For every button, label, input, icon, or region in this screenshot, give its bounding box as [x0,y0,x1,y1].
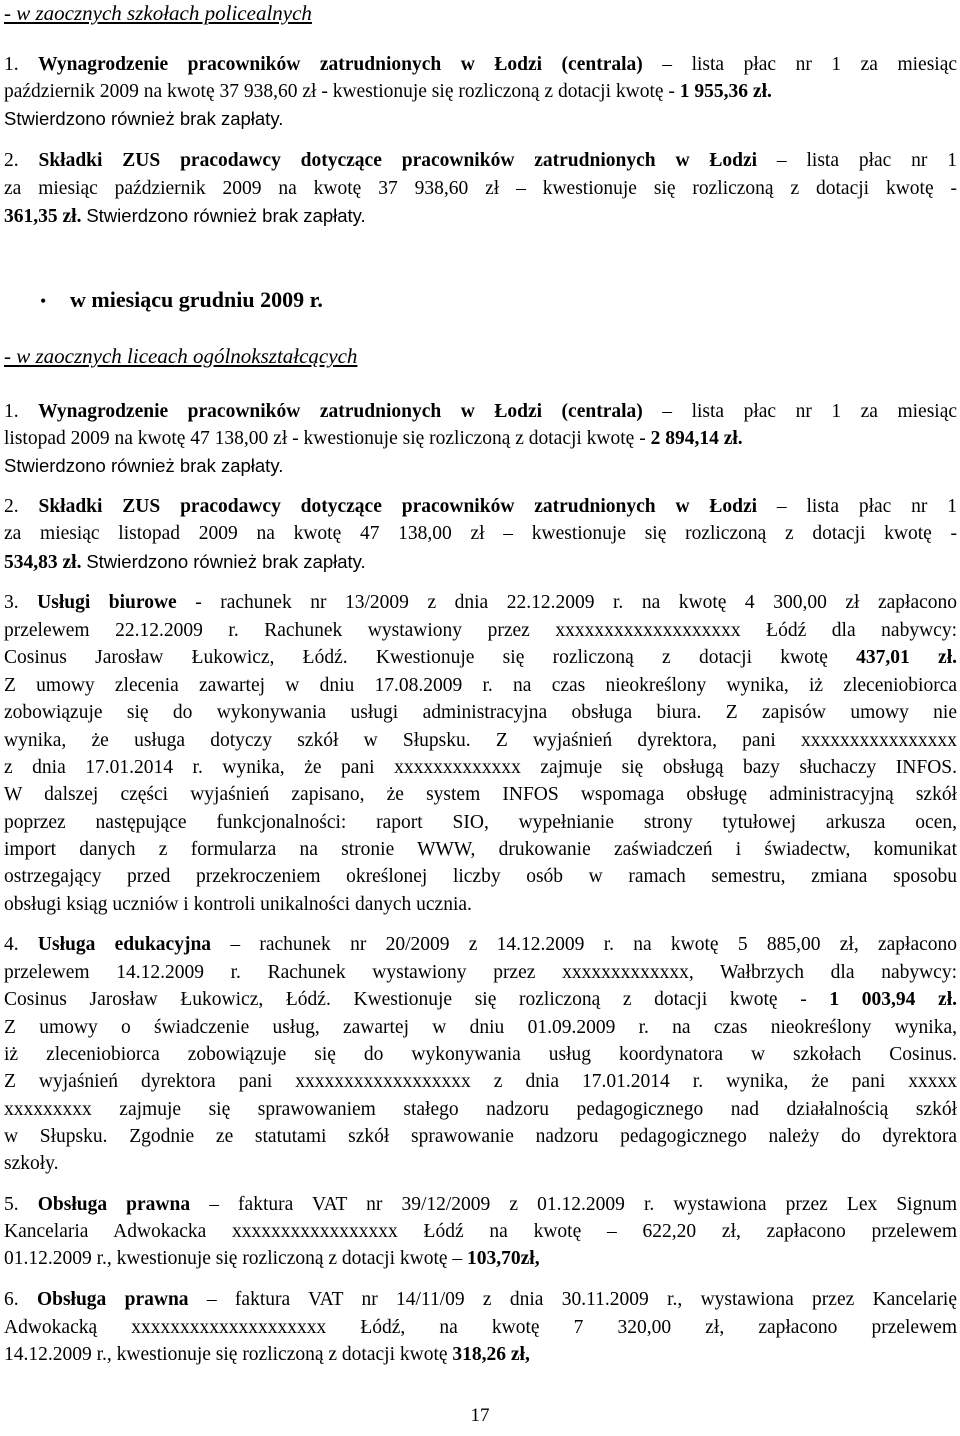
p1-item1-line2 [4,77,957,107]
item-text: Stwierdzono również brak zapłaty. [86,205,366,226]
item-number: 6. [4,1289,19,1310]
p1-item1-line1: 1. Wynagrodzenie pracowników zatrudnionych w Łodzi (centrala) – lista płac nr 1 za miesiąc [4,54,957,75]
p1-item2-line2: za miesiąc październik 2009 na kwotę 37 938,60 zł – kwestionuje się rozliczoną z dotacji kwotę - [4,178,957,199]
p2-item6-line1 [4,1285,957,1315]
item-text: lista płac nr 1 za miesiąc [691,54,957,75]
item-title: Składki ZUS pracodawcy dotyczące pracowników zatrudnionych w Łodzi [38,150,758,171]
amount: 318,26 zł, [452,1344,530,1365]
amount: 361,35 zł. [4,206,82,227]
p2-item3-line5: zobowiązuje się do wykonywania usługi administracyjna obsługa biura. Z zapisów umowy nie [4,702,957,723]
p2-item3-line2: przelewem 22.12.2009 r. Rachunek wystawiony przez xxxxxxxxxxxxxxxxxxx Łódź dla nabywcy: [4,620,957,641]
item-text: – faktura VAT nr 39/12/2009 z 01.12.2009 r. wystawiona przez Lex Signum [209,1194,957,1215]
item-text: listopad 2009 na kwotę 47 138,00 zł - kwestionuje się rozliczoną z dotacji kwotę - [4,428,646,449]
p2-item5-line2: Kancelaria Adwokacka xxxxxxxxxxxxxxxxx Łódź na kwotę – 622,20 zł, zapłacono przelewem [4,1221,957,1242]
item-text: 14.12.2009 r., kwestionuje się rozliczoną z dotacji kwotę [4,1344,448,1365]
item-number: 1. [4,401,19,422]
item-text: - rachunek nr 13/2009 z dnia 22.12.2009 r. na kwotę 4 300,00 zł zapłacono [195,592,957,613]
p2-item1-line2 [4,424,957,454]
bullet-dot-icon: • [40,291,47,311]
p2-item4-line8: w Słupsku. Zgodnie ze statutami szkół sprawowanie nadzoru pedagogicznego należy do dyrektora [4,1126,957,1147]
item-title: Wynagrodzenie pracowników zatrudnionych w Łodzi (centrala) [38,54,643,75]
item-number: 3. [4,592,19,613]
amount: 103,70zł, [467,1248,540,1269]
p2-item3-line4: Z umowy zlecenia zawartej w dniu 17.08.2009 r. na czas nieokreślony wynika, iż zleceniobiorca [4,675,957,696]
p2-item4-line9: szkoły. [4,1153,59,1174]
p1-item2-line1: 2. Składki ZUS pracodawcy dotyczące pracowników zatrudnionych w Łodzi – lista płac nr 1 [4,150,957,171]
section-heading-policealne: - w zaocznych szkołach policealnych [4,1,312,25]
p2-item2-line2: za miesiąc listopad 2009 na kwotę 47 138,00 zł – kwestionuje się rozliczoną z dotacji kwotę - [4,523,957,544]
item-text: lista płac nr 1 [806,150,957,171]
item-text: 01.12.2009 r., kwestionuje się rozliczoną z dotacji kwotę – [4,1248,463,1269]
item-title: Wynagrodzenie pracowników zatrudnionych w Łodzi (centrala) [38,401,643,422]
item-text: Cosinus Jarosław Łukowicz, Łódź. Kwestionuje się rozliczoną z dotacji kwotę - [4,989,807,1010]
p2-item3-line10: import danych z formularza na stronie WWW, drukowanie zaświadczeń i świadectw, komunikat [4,839,957,860]
amount: 2 894,14 zł. [650,428,743,449]
p2-item4-line6: Z wyjaśnień dyrektora pani xxxxxxxxxxxxxxxxxx z dnia 17.01.2014 r. wynika, że pani xxxxx [4,1071,957,1092]
p2-item3-line8: W dalszej części wyjaśnień zapisano, że system INFOS wspomaga obsługę administracyjną szkół [4,784,957,805]
amount: 534,83 zł. [4,552,82,573]
p2-item4-line3 [4,985,957,1015]
bullet-text: w miesiącu grudniu 2009 r. [70,287,323,312]
p2-item5-line1 [4,1190,957,1220]
item-text: lista płac nr 1 za miesiąc [691,401,957,422]
amount: 437,01 zł. [856,647,957,668]
p2-item1-line1: 1. Wynagrodzenie pracowników zatrudnionych w Łodzi (centrala) – lista płac nr 1 za miesiąc [4,401,957,422]
p2-item5-line3 [4,1244,957,1274]
p2-item4-line1 [4,930,957,960]
p2-item3-line12: obsługi ksiąg uczniów i kontroli unikalności danych ucznia. [4,894,472,915]
item-number: 1. [4,54,19,75]
item-text: Stwierdzono również brak zapłaty. [86,551,366,572]
p2-item6-line3 [4,1340,957,1370]
p2-item2-line3 [4,547,957,577]
section-heading-licea: - w zaocznych liceach ogólnokształcących [4,344,358,368]
p2-item4-line7: xxxxxxxxx zajmuje się sprawowaniem stałego nadzoru pedagogicznego nad działalnością szkół [4,1099,957,1120]
item-number: 5. [4,1194,19,1215]
p2-item4-line5: iż zleceniobiorca zobowiązuje się do wykonywania usług koordynatora w szkołach Cosinus. [4,1044,957,1065]
item-text: lista płac nr 1 [806,496,957,517]
item-title: Usługa edukacyjna [37,934,212,955]
item-text: Cosinus Jarosław Łukowicz, Łódź. Kwestionuje się rozliczoną z dotacji kwotę [4,647,828,668]
p2-item3-line9: poprzez następujące funkcjonalności: raport SIO, wypełnianie strony tytułowej arkusza ocen, [4,812,957,833]
item-text: październik 2009 na kwotę 37 938,60 zł - kwestionuje się rozliczoną z dotacji kwotę - [4,81,675,102]
amount: 1 003,94 zł. [829,989,957,1010]
p2-item3-line6: wynika, że usługa dotyczy szkół w Słupsku. Z wyjaśnień dyrektora, pani xxxxxxxxxxxxxxxx [4,730,957,751]
bullet-month-heading [40,284,323,316]
p2-item2-line1: 2. Składki ZUS pracodawcy dotyczące pracowników zatrudnionych w Łodzi – lista płac nr 1 [4,496,957,517]
p2-item3-line7: z dnia 17.01.2014 r. wynika, że pani xxxxxxxxxxxxx zajmuje się obsługą bazy słuchaczy INFOS. [4,757,957,778]
item-title: Składki ZUS pracodawcy dotyczące pracowników zatrudnionych w Łodzi [38,496,758,517]
item-title: Obsługa prawna [36,1289,189,1310]
p2-item3-line11: ostrzegający przed przekroczeniem określonej liczby osób w ramach semestru, zmiana sposobu [4,866,957,887]
item-text: – faktura VAT nr 14/11/09 z dnia 30.11.2009 r., wystawiona przez Kancelarię [206,1289,957,1310]
item-number: 2. [4,496,19,517]
p2-item4-line4: Z umowy o świadczenie usług, zawartej w dniu 01.09.2009 r. na czas nieokreślony wynika, [4,1017,957,1038]
p2-item6-line2: Adwokacką xxxxxxxxxxxxxxxxxxxx Łódź, na kwotę 7 320,00 zł, zapłacono przelewem [4,1317,957,1338]
item-number: 2. [4,150,19,171]
p1-item1-line3: Stwierdzono również brak zapłaty. [4,108,284,129]
p2-item1-line3: Stwierdzono również brak zapłaty. [4,455,284,476]
amount: 1 955,36 zł. [679,81,772,102]
item-title: Usługi biurowe [37,592,177,613]
page-number: 17 [470,1405,490,1426]
p1-item2-line3 [4,201,957,231]
item-text: – rachunek nr 20/2009 z 14.12.2009 r. na kwotę 5 885,00 zł, zapłacono [230,934,957,955]
p2-item3-line3 [4,643,957,673]
item-title: Obsługa prawna [37,1194,191,1215]
p2-item4-line2: przelewem 14.12.2009 r. Rachunek wystawiony przez xxxxxxxxxxxxx, Wałbrzych dla nabywcy: [4,962,957,983]
item-number: 4. [4,934,19,955]
p2-item3-line1 [4,588,957,618]
